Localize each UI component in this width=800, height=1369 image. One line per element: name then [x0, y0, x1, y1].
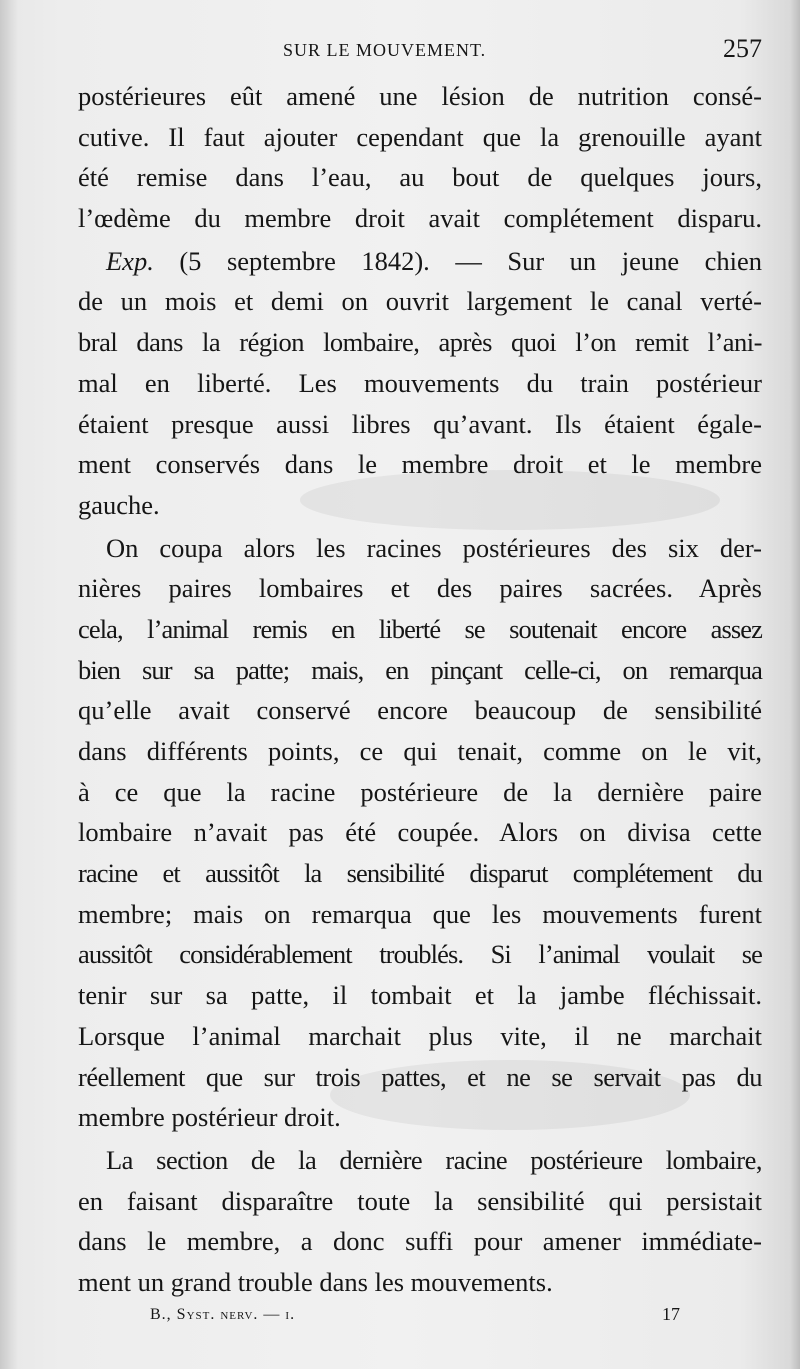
text-line [78, 241, 762, 282]
paragraph-3 [78, 528, 762, 1138]
text-line: racine et aussitôt la sensibilité disparut complétement du [78, 858, 762, 889]
signature-number: 17 [662, 1304, 680, 1324]
text-line: bral dans la région lombaire, après quoi l’on remit l’ani- [78, 327, 762, 358]
text-line: On coupa alors les racines postérieures des six der- [106, 532, 762, 563]
text-line: ment un grand trouble dans les mouvements. [78, 1266, 553, 1297]
text-line: l’œdème du membre droit avait complétement disparu. [78, 203, 762, 234]
running-title: SUR LE MOUVEMENT. [283, 40, 487, 60]
text-line: mal en liberté. Les mouvements du train postérieur [78, 367, 762, 398]
experiment-heading-text: (5 septembre 1842). — Sur un jeune chien [153, 245, 762, 276]
paragraph-2 [78, 241, 762, 526]
body-text [78, 76, 762, 1305]
page-header [78, 32, 762, 72]
text-line: gauche. [78, 489, 160, 520]
text-line: ment conservés dans le membre droit et le membre [78, 449, 762, 480]
text-line: Lorsque l’animal marchait plus vite, il ne marchait [78, 1020, 762, 1051]
text-line: en faisant disparaître toute la sensibilité qui persistait [78, 1185, 762, 1216]
text-line: qu’elle avait conservé encore beaucoup de sensibilité [78, 695, 762, 726]
text-line: cela, l’animal remis en liberté se soutenait encore assez [78, 613, 762, 644]
text-line: tenir sur sa patte, il tombait et la jambe fléchissait. [78, 980, 762, 1011]
text-line: aussitôt considérablement troublés. Si l’animal voulait se [78, 939, 762, 970]
page-footer [150, 1306, 680, 1336]
experiment-label: Exp. [106, 245, 154, 276]
text-line: été remise dans l’eau, au bout de quelques jours, [78, 162, 762, 193]
text-line: membre postérieur droit. [78, 1102, 341, 1133]
printer-signature: B., Syst. nerv. — i. [150, 1306, 296, 1323]
text-line: lombaire n’avait pas été coupée. Alors on divisa cette [78, 817, 762, 848]
text-line: dans le membre, a donc suffi pour amener immédiate- [78, 1226, 762, 1257]
page-number: 257 [723, 34, 762, 63]
text-line: bien sur sa patte; mais, en pinçant celle-ci, on remarqua [78, 654, 762, 685]
paragraph-1 [78, 76, 762, 239]
text-line: de un mois et demi on ouvrit largement le canal verté- [78, 286, 762, 317]
text-line: à ce que la racine postérieure de la dernière paire [78, 776, 762, 807]
text-line: nières paires lombaires et des paires sacrées. Après [78, 573, 762, 604]
text-line: réellement que sur trois pattes, et ne se servait pas du [78, 1061, 762, 1092]
paragraph-4 [78, 1140, 762, 1303]
text-line: étaient presque aussi libres qu’avant. Ils étaient égale- [78, 408, 762, 439]
text-line: La section de la dernière racine postérieure lombaire, [106, 1144, 762, 1175]
text-line: postérieures eût amené une lésion de nutrition consé- [78, 81, 762, 111]
text-line: membre; mais on remarqua que les mouvements furent [78, 898, 762, 929]
text-line: dans différents points, ce qui tenait, comme on le vit, [78, 736, 762, 766]
text-line: cutive. Il faut ajouter cependant que la grenouille ayant [78, 121, 762, 152]
